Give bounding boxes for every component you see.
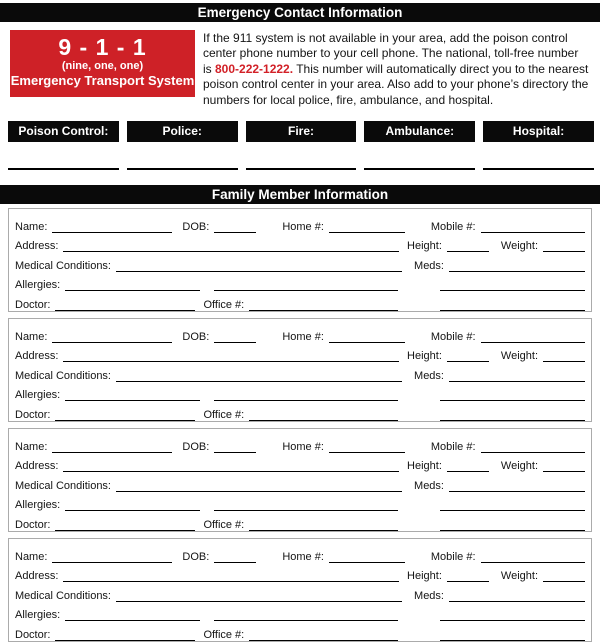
allergies-field-line[interactable]	[65, 510, 200, 511]
police-label: Police:	[162, 124, 202, 139]
allergies-label: Allergies:	[15, 389, 61, 402]
member-row-address-height-weight	[15, 344, 585, 364]
member-row-allergies	[15, 273, 585, 293]
member-row-conditions-meds	[15, 473, 585, 493]
meds-continuation-line-2[interactable]	[440, 310, 585, 311]
home-number-field-line[interactable]	[329, 342, 405, 343]
doctor-label: Doctor:	[15, 299, 51, 311]
name-field-line[interactable]	[52, 342, 172, 343]
address-label: Address:	[15, 460, 59, 473]
name-label: Name:	[15, 550, 48, 563]
family-member-card	[8, 318, 592, 422]
address-label: Address:	[15, 350, 59, 363]
intro-section	[0, 22, 600, 108]
dob-field-line[interactable]	[214, 562, 256, 563]
name-field-line[interactable]	[52, 562, 172, 563]
office-number-field-line[interactable]	[249, 640, 398, 641]
member-row-allergies	[15, 603, 585, 623]
allergies-continuation-line[interactable]	[214, 620, 398, 621]
member-row-doctor-office	[15, 622, 585, 642]
mobile-number-label: Mobile #:	[430, 330, 476, 343]
emergency-contact-title: Emergency Contact Information	[197, 5, 403, 20]
home-number-label: Home #:	[282, 220, 324, 233]
meds-field-line[interactable]	[449, 381, 585, 382]
name-label: Name:	[15, 330, 48, 343]
poison-control-writein-line[interactable]	[8, 168, 119, 170]
meds-label: Meds:	[414, 259, 444, 272]
meds-field-line[interactable]	[449, 601, 585, 602]
meds-label: Meds:	[414, 369, 444, 382]
height-field-line[interactable]	[447, 251, 489, 252]
ambulance-writein-line[interactable]	[364, 168, 475, 170]
address-label: Address:	[15, 240, 59, 253]
member-row-address-height-weight	[15, 564, 585, 584]
doctor-field-line[interactable]	[55, 640, 195, 641]
meds-continuation-line-1[interactable]	[440, 400, 585, 401]
emergency-contact-header-bar	[0, 3, 600, 22]
dob-field-line[interactable]	[214, 342, 256, 343]
medical-conditions-label: Medical Conditions:	[15, 479, 111, 492]
meds-continuation-line-1[interactable]	[440, 290, 585, 291]
family-member-header-bar	[0, 185, 600, 204]
medical-conditions-label: Medical Conditions:	[15, 369, 111, 382]
dob-field-line[interactable]	[214, 232, 256, 233]
home-number-label: Home #:	[282, 330, 324, 343]
member-row-doctor-office	[15, 292, 585, 312]
ambulance-label: Ambulance:	[385, 124, 455, 139]
meds-continuation-line-1[interactable]	[440, 510, 585, 511]
mobile-number-field-line[interactable]	[481, 232, 585, 233]
office-number-label: Office #:	[203, 629, 245, 641]
weight-label: Weight:	[500, 460, 538, 473]
instructions-text-after: This number will automatically direct you to the nearest poison control center in your area. Also add to your phone’s directory the numbers for local police, fire, ambulance, and hospital.	[203, 61, 589, 107]
weight-field-line[interactable]	[543, 581, 585, 582]
member-row-name-dob-phones	[15, 544, 585, 564]
address-label: Address:	[15, 570, 59, 583]
police-writein-line[interactable]	[127, 168, 238, 170]
office-number-field-line[interactable]	[249, 420, 398, 421]
mobile-number-label: Mobile #:	[430, 550, 476, 563]
home-number-field-line[interactable]	[329, 562, 405, 563]
weight-label: Weight:	[500, 350, 538, 363]
hospital-label: Hospital:	[512, 124, 565, 139]
emergency-contacts-label-row	[8, 121, 594, 142]
mobile-number-field-line[interactable]	[481, 342, 585, 343]
doctor-label: Doctor:	[15, 629, 51, 641]
height-label: Height:	[407, 460, 442, 473]
meds-field-line[interactable]	[449, 271, 585, 272]
weight-label: Weight:	[500, 240, 538, 253]
fire-label: Fire:	[287, 124, 314, 139]
family-blocks	[8, 208, 592, 642]
home-number-field-line[interactable]	[329, 232, 405, 233]
mobile-number-label: Mobile #:	[430, 220, 476, 233]
office-number-label: Office #:	[203, 299, 245, 311]
office-number-label: Office #:	[203, 519, 245, 531]
member-row-doctor-office	[15, 512, 585, 532]
allergies-continuation-line[interactable]	[214, 290, 398, 291]
home-number-field-line[interactable]	[329, 452, 405, 453]
poison-control-label-box	[8, 121, 119, 142]
name-field-line[interactable]	[52, 232, 172, 233]
hospital-label-box	[483, 121, 594, 142]
height-field-line[interactable]	[447, 581, 489, 582]
allergies-field-line[interactable]	[65, 620, 200, 621]
911-pronunciation: (nine, one, one)	[61, 60, 144, 72]
allergies-label: Allergies:	[15, 609, 61, 622]
emergency-contacts-writein-row	[8, 168, 594, 170]
address-field-line[interactable]	[63, 581, 399, 582]
member-row-allergies	[15, 383, 585, 403]
dob-field-line[interactable]	[214, 452, 256, 453]
address-field-line[interactable]	[63, 251, 399, 252]
member-row-conditions-meds	[15, 253, 585, 273]
height-field-line[interactable]	[447, 471, 489, 472]
medical-conditions-label: Medical Conditions:	[15, 259, 111, 272]
allergies-continuation-line[interactable]	[214, 400, 398, 401]
allergies-label: Allergies:	[15, 279, 61, 292]
member-row-name-dob-phones	[15, 214, 585, 234]
allergies-continuation-line[interactable]	[214, 510, 398, 511]
office-number-field-line[interactable]	[249, 310, 398, 311]
height-label: Height:	[407, 570, 442, 583]
home-number-label: Home #:	[282, 550, 324, 563]
allergies-field-line[interactable]	[65, 400, 200, 401]
address-field-line[interactable]	[63, 361, 399, 362]
911-red-box	[10, 30, 195, 97]
family-member-card	[8, 538, 592, 642]
home-number-label: Home #:	[282, 440, 324, 453]
fire-writein-line[interactable]	[246, 168, 357, 170]
meds-field-line[interactable]	[449, 491, 585, 492]
family-member-card	[8, 208, 592, 312]
family-member-card	[8, 428, 592, 532]
weight-label: Weight:	[500, 570, 538, 583]
weight-field-line[interactable]	[543, 251, 585, 252]
medical-conditions-field-line[interactable]	[116, 601, 402, 602]
allergies-field-line[interactable]	[65, 290, 200, 291]
meds-label: Meds:	[414, 589, 444, 602]
member-row-allergies	[15, 493, 585, 513]
meds-label: Meds:	[414, 479, 444, 492]
member-row-name-dob-phones	[15, 434, 585, 454]
member-row-name-dob-phones	[15, 324, 585, 344]
hospital-writein-line[interactable]	[483, 168, 594, 170]
meds-continuation-line-2[interactable]	[440, 640, 585, 641]
height-field-line[interactable]	[447, 361, 489, 362]
dob-label: DOB:	[182, 330, 210, 343]
member-row-conditions-meds	[15, 363, 585, 383]
medical-conditions-label: Medical Conditions:	[15, 589, 111, 602]
weight-field-line[interactable]	[543, 361, 585, 362]
mobile-number-label: Mobile #:	[430, 440, 476, 453]
mobile-number-field-line[interactable]	[481, 452, 585, 453]
poison-control-phone-number: 800-222-1222.	[215, 61, 294, 76]
office-number-label: Office #:	[203, 409, 245, 421]
dob-label: DOB:	[182, 550, 210, 563]
office-number-field-line[interactable]	[249, 530, 398, 531]
name-label: Name:	[15, 220, 48, 233]
instructions-text-before: If the 911 system is not available in your area, add the poison control center phone number to your cell phone. The national, toll-free number is	[203, 31, 579, 76]
member-row-doctor-office	[15, 402, 585, 422]
poison-control-label: Poison Control:	[18, 124, 109, 139]
medical-conditions-field-line[interactable]	[116, 491, 402, 492]
allergies-label: Allergies:	[15, 499, 61, 512]
ambulance-label-box	[364, 121, 475, 142]
meds-continuation-line-1[interactable]	[440, 620, 585, 621]
dob-label: DOB:	[182, 220, 210, 233]
height-label: Height:	[407, 350, 442, 363]
doctor-field-line[interactable]	[55, 310, 195, 311]
weight-field-line[interactable]	[543, 471, 585, 472]
fire-label-box	[246, 121, 357, 142]
police-label-box	[127, 121, 238, 142]
height-label: Height:	[407, 240, 442, 253]
emergency-transport-system-label: Emergency Transport System	[10, 73, 195, 88]
name-field-line[interactable]	[52, 452, 172, 453]
member-row-conditions-meds	[15, 583, 585, 603]
doctor-label: Doctor:	[15, 519, 51, 531]
911-number: 9 - 1 - 1	[58, 34, 147, 60]
doctor-field-line[interactable]	[55, 530, 195, 531]
name-label: Name:	[15, 440, 48, 453]
medical-conditions-field-line[interactable]	[116, 271, 402, 272]
dob-label: DOB:	[182, 440, 210, 453]
address-field-line[interactable]	[63, 471, 399, 472]
medical-conditions-field-line[interactable]	[116, 381, 402, 382]
member-row-address-height-weight	[15, 454, 585, 474]
doctor-label: Doctor:	[15, 409, 51, 421]
member-row-address-height-weight	[15, 234, 585, 254]
doctor-field-line[interactable]	[55, 420, 195, 421]
meds-continuation-line-2[interactable]	[440, 420, 585, 421]
poison-control-instructions	[203, 30, 592, 108]
family-member-title: Family Member Information	[211, 187, 389, 203]
mobile-number-field-line[interactable]	[481, 562, 585, 563]
meds-continuation-line-2[interactable]	[440, 530, 585, 531]
